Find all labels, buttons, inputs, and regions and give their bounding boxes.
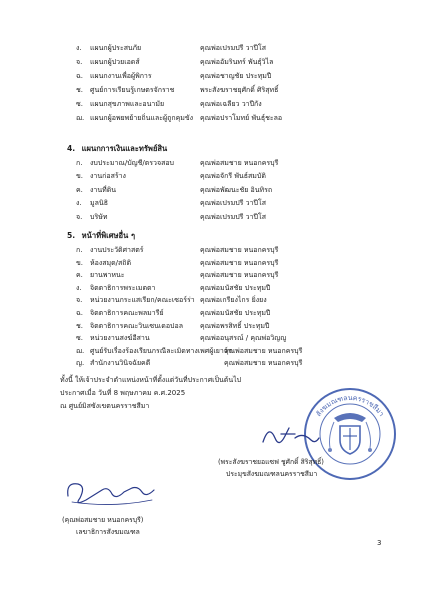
assignment-row bbox=[76, 244, 376, 256]
department-name: จิตตาธิการคณะพลมารีย์ bbox=[90, 309, 164, 317]
item-code: ง. bbox=[76, 199, 82, 208]
bishop-signature bbox=[255, 418, 325, 458]
assigned-person: คุณพ่ออัมรินทร์ พันธุ์วิไล bbox=[200, 58, 274, 66]
item-code: ก. bbox=[76, 159, 83, 167]
assigned-person: คุณพ่อสมชาย หนอกครบุรี bbox=[200, 271, 279, 280]
section-title: แผนกการเงินและทรัพย์สิน bbox=[81, 144, 168, 153]
item-code: ข. bbox=[76, 172, 84, 181]
item-code: ฉ. bbox=[76, 309, 83, 317]
assignment-row bbox=[76, 282, 376, 294]
department-name: ห้องสมุด/สถิติ bbox=[90, 258, 132, 267]
item-code: ฉ. bbox=[76, 72, 83, 80]
section-number: 5. bbox=[67, 231, 76, 240]
assigned-person: คุณพ่อเปรมปรี วาปีโส bbox=[200, 44, 266, 52]
assigned-person: คุณพ่อสมชาย หนอกครบุรี bbox=[200, 246, 279, 254]
assigned-person: คุณพ่อมนัสชัย ประทุมปี bbox=[200, 309, 271, 317]
item-code: ง. bbox=[76, 44, 82, 52]
item-code: ซ. bbox=[76, 334, 83, 343]
assigned-person: คุณพ่อชาญชัย ประทุมปี bbox=[200, 72, 272, 80]
assigned-person: คุณพ่อเปรมปรี วาปีโส bbox=[200, 199, 266, 208]
department-name: มูลนิธิ bbox=[90, 199, 108, 208]
bishop-title: ประมุขสังฆมณฑลนครราชสีมา bbox=[226, 470, 318, 478]
assignment-row bbox=[76, 170, 376, 182]
assigned-person: คุณพ่อพรสิทธิ์ ประทุมปี bbox=[200, 321, 270, 330]
department-name: บริษัท bbox=[90, 212, 108, 221]
department-name: สำนักงานวินิจฉัยคดี bbox=[90, 359, 151, 368]
assigned-person: คุณพ่อปราโมทย์ พันธุ์ชะลอ bbox=[200, 114, 283, 122]
department-name: จิตตาธิการคณะวินเซนเดอปอล bbox=[90, 321, 183, 330]
item-code: จ. bbox=[76, 58, 83, 66]
department-name: งานก่อสร้าง bbox=[90, 172, 126, 181]
department-name: แผนกงานเพื่อผู้พิการ bbox=[90, 72, 152, 80]
item-code: ฌ. bbox=[76, 114, 85, 122]
assignment-row bbox=[76, 269, 376, 281]
assignment-row bbox=[76, 345, 376, 357]
department-name: หน่วยงานกระแสเรียก/คณะเซอร์ร่า bbox=[90, 296, 195, 305]
item-code: จ. bbox=[76, 296, 83, 305]
chancellor-title: เลขาธิการสังฆมณฑล bbox=[76, 528, 140, 536]
assigned-person: คุณพ่อเปรมปรี วาปีโส bbox=[200, 212, 266, 221]
closing-line: ทั้งนี้ ให้เจ้าประจำตำแหน่งหน้าที่ตั้งแต่วันที่ประกาศเป็นต้นไป bbox=[60, 376, 242, 384]
assignment-row bbox=[76, 70, 376, 82]
assigned-person: คุณพ่อมนัสชัย ประทุมปี bbox=[200, 283, 271, 292]
department-name: แผนกผู้ประสบภัย bbox=[90, 44, 142, 52]
assignment-row bbox=[76, 320, 376, 332]
department-name: ยานพาหนะ bbox=[90, 271, 125, 280]
section-heading bbox=[67, 230, 135, 242]
assignment-row bbox=[76, 42, 376, 54]
assignment-row bbox=[76, 98, 376, 110]
assignment-row bbox=[76, 294, 376, 306]
department-name: งบประมาณ/บัญชี/ตรวจสอบ bbox=[90, 159, 174, 167]
assigned-person: คุณพ่ออนุสรณ์ / คุณพ่อวิญญู bbox=[200, 334, 287, 343]
item-code: ฌ. bbox=[76, 346, 85, 355]
department-name: ศูนย์การเรียนรู้เกษตรจักราช bbox=[90, 86, 175, 94]
assignment-row bbox=[76, 357, 376, 369]
section-title: หน้าที่พิเศษอื่น ๆ bbox=[81, 231, 136, 240]
section-heading bbox=[67, 143, 167, 155]
department-name: จิตตาธิการพระเมตตา bbox=[90, 283, 156, 292]
assignment-row bbox=[76, 157, 376, 169]
department-name: แผนกผู้ปวยเอดส์ bbox=[90, 58, 140, 66]
item-code: ค. bbox=[76, 185, 83, 194]
item-code: ช. bbox=[76, 86, 83, 94]
bishop-name: (พระสังฆราชยอแซฟ ชูศักดิ์ สิริสุทธิ์) bbox=[218, 458, 324, 466]
assignment-row bbox=[76, 112, 376, 124]
item-code: ซ. bbox=[76, 100, 83, 108]
item-code: ก. bbox=[76, 246, 83, 254]
department-name: แผนกสุขภาพและอนามัย bbox=[90, 100, 165, 108]
chancellor-name: (คุณพ่อสมชาย หนอกครบุรี) bbox=[62, 516, 144, 524]
item-code: จ. bbox=[76, 212, 83, 221]
item-code: ญ. bbox=[76, 359, 85, 368]
item-code: ช. bbox=[76, 321, 83, 330]
assignment-row bbox=[76, 211, 376, 223]
assigned-person: คุณพ่อเกรียงไกร ยิ่งยง bbox=[200, 296, 267, 305]
item-code: ข. bbox=[76, 258, 84, 267]
assignment-row bbox=[76, 332, 376, 344]
assigned-person: คุณพ่อสมชาย หนอกครบุรี bbox=[224, 359, 303, 368]
department-name: แผนกผู้อพยพย้ายถิ่นและผู้ถูกคุมขัง bbox=[90, 114, 194, 122]
seal-text: สังฆมณฑลนครราชสีมา bbox=[314, 393, 386, 419]
department-name: งานประวัติศาสตร์ bbox=[90, 246, 144, 254]
assigned-person: คุณพ่อเฉลียว วาปีกัง bbox=[200, 100, 262, 108]
assigned-person: คุณพ่อสมชาย หนอกครบุรี bbox=[224, 346, 303, 355]
item-code: ง. bbox=[76, 283, 82, 292]
announcement-place: ณ ศูนย์มิสซังเขตนครราชสีมา bbox=[60, 402, 150, 410]
assigned-person: พระสังฆราชยุศักดิ์ ศิริสุทธิ์ bbox=[200, 86, 279, 94]
item-code: ค. bbox=[76, 271, 83, 280]
assigned-person: คุณพ่อพัฒนะชัย อินทิรถ bbox=[200, 185, 273, 194]
section-number: 4. bbox=[67, 144, 76, 153]
department-name: หน่วยงานสงฆ์อีสาน bbox=[90, 334, 150, 343]
assignment-row bbox=[76, 84, 376, 96]
assigned-person: คุณพ่อสมชาย หนอกครบุรี bbox=[200, 159, 279, 167]
assigned-person: คุณพ่อสมชาย หนอกครบุรี bbox=[200, 258, 279, 267]
page-number: 3 bbox=[377, 539, 382, 547]
assignment-row bbox=[76, 197, 376, 209]
chancellor-signature bbox=[62, 476, 162, 510]
announcement-date: ประกาศเมื่อ วันที่ 8 พฤษภาคม ค.ศ.2025 bbox=[60, 389, 186, 397]
assignment-row bbox=[76, 307, 376, 319]
assignment-row bbox=[76, 184, 376, 196]
assignment-row bbox=[76, 56, 376, 68]
department-name: ศูนย์รับเรื่องร้องเรียนกรณีละเมิดทางเพศผู้เยาว์ฯ bbox=[90, 346, 232, 355]
assignment-row bbox=[76, 257, 376, 269]
assigned-person: คุณพ่อจักรี พันธ์สมบัติ bbox=[200, 172, 266, 181]
department-name: งานที่ดิน bbox=[90, 185, 117, 194]
